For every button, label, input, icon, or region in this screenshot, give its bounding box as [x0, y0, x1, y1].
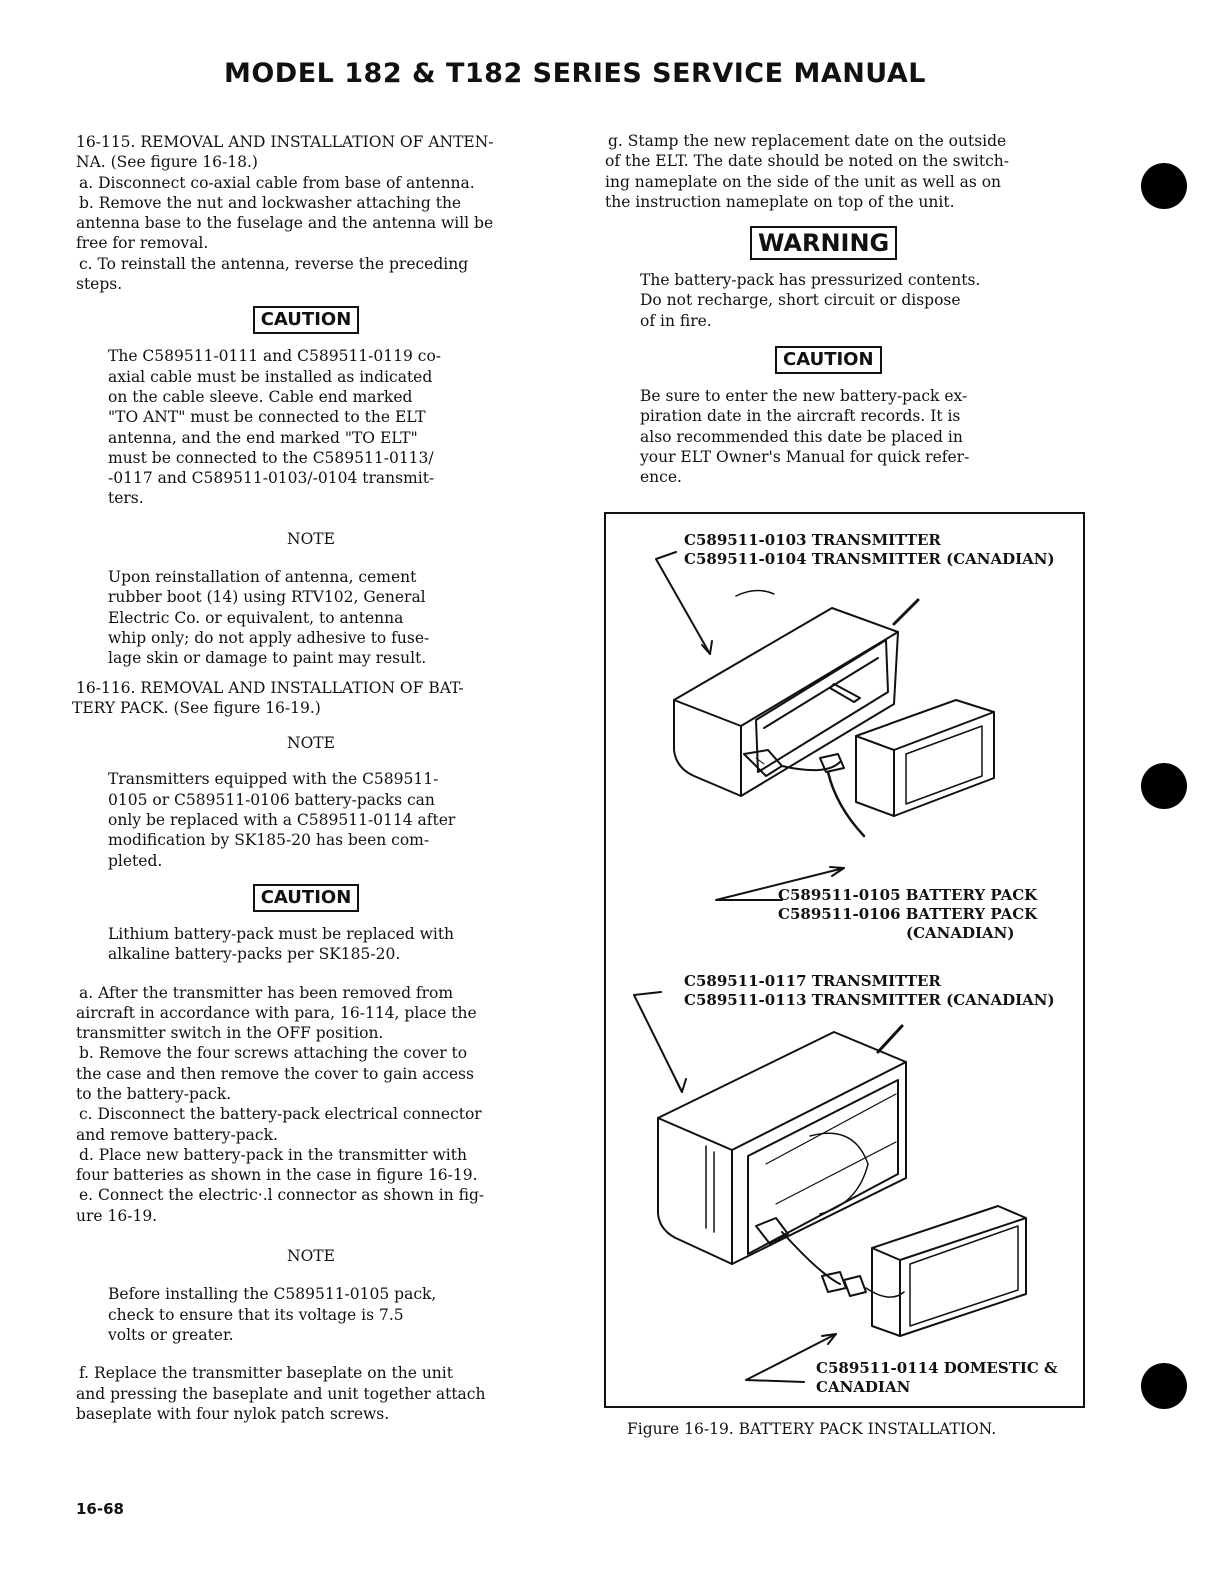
binder-hole — [1141, 763, 1187, 809]
step-c: c. To reinstall the antenna, reverse the preceding — [79, 254, 469, 273]
step-c-cont: steps. — [76, 275, 123, 294]
caution-line: ters. — [108, 489, 144, 508]
label-line: C589511-0103 TRANSMITTER — [684, 531, 941, 549]
step-line: of the ELT. The date should be noted on the switch- — [605, 152, 1009, 171]
note-line: Transmitters equipped with the C589511- — [108, 770, 439, 789]
note-line: Upon reinstallation of antenna, cement — [108, 568, 417, 587]
note-line: pleted. — [108, 851, 163, 870]
step-line: and remove battery-pack. — [76, 1125, 278, 1144]
battery-pack-illustration — [856, 700, 994, 816]
page-title: MODEL 182 & T182 SERIES SERVICE MANUAL — [223, 58, 926, 89]
left-column — [72, 132, 546, 1424]
figure-16-19 — [604, 512, 1085, 1408]
step-line: c. Disconnect the battery-pack electrical connector — [79, 1105, 482, 1124]
step-b-cont2: free for removal. — [76, 234, 209, 253]
step-f — [76, 1363, 546, 1424]
note-line: volts or greater. — [108, 1325, 234, 1344]
step-a: a. Disconnect co-axial cable from base of antenna. — [79, 173, 475, 192]
step-line: e. Connect the electric·.l connector as shown in fig- — [79, 1186, 485, 1205]
label-battery-0114 — [816, 1359, 1058, 1397]
section-16-116-heading: 16-116. REMOVAL AND INSTALLATION OF BAT- — [76, 678, 464, 697]
caution-line: ence. — [640, 468, 682, 487]
step-line: f. Replace the transmitter baseplate on the unit — [79, 1364, 453, 1383]
caution-badge: CAUTION — [775, 346, 882, 374]
step-line: the instruction nameplate on top of the unit. — [605, 192, 955, 211]
step-line: the case and then remove the cover to gain access — [76, 1064, 474, 1083]
note-line: whip only; do not apply adhesive to fuse- — [108, 628, 430, 647]
note-line: check to ensure that its voltage is 7.5 — [108, 1305, 404, 1324]
step-line: four batteries as shown in the case in figure 16-19. — [76, 1166, 478, 1185]
label-line: (CANADIAN) — [906, 924, 1015, 942]
step-line: transmitter switch in the OFF position. — [76, 1024, 384, 1043]
caution-badge: CAUTION — [253, 884, 360, 912]
label-line: C589511-0105 BATTERY PACK — [778, 886, 1038, 904]
note-label: NOTE — [287, 529, 335, 548]
binder-hole — [1141, 163, 1187, 209]
caution-line: The C589511-0111 and C589511-0119 co- — [108, 347, 442, 366]
right-column — [605, 131, 1085, 488]
caution-badge: CAUTION — [253, 306, 360, 334]
caution-line: also recommended this date be placed in — [640, 427, 963, 446]
transmitter-illustration — [674, 590, 918, 796]
note-line: 0105 or C589511-0106 battery-packs can — [108, 790, 435, 809]
caution-line: -0117 and C589511-0103/-0104 transmit- — [108, 469, 435, 488]
section-16-116-heading-cont: TERY PACK. (See figure 16-19.) — [72, 698, 321, 717]
figure-caption: Figure 16-19. BATTERY PACK INSTALLATION. — [627, 1420, 997, 1438]
step-line: ing nameplate on the side of the unit as well as on — [605, 172, 1002, 191]
arrow-head — [676, 1079, 686, 1092]
label-line: C589511-0104 TRANSMITTER (CANADIAN) — [684, 550, 1055, 568]
page-number: 16-68 — [76, 1500, 124, 1518]
transmitter-illustration — [658, 1026, 906, 1264]
caution-line: Be sure to enter the new battery-pack ex- — [640, 387, 968, 406]
note-line: rubber boot (14) using RTV102, General — [108, 588, 426, 607]
warning-badge: WARNING — [750, 226, 897, 260]
binder-hole — [1141, 1363, 1187, 1409]
warning-line: The battery-pack has pressurized contents. — [640, 271, 981, 290]
caution-line: alkaline battery-packs per SK185-20. — [108, 945, 401, 964]
step-line: and pressing the baseplate and unit together attach — [76, 1384, 486, 1403]
caution-text — [605, 386, 1085, 487]
note-text — [76, 769, 546, 870]
step-line: baseplate with four nylok patch screws. — [76, 1404, 390, 1423]
label-line: C589511-0114 DOMESTIC & — [816, 1359, 1058, 1377]
step-g — [605, 131, 1085, 212]
figure-illustration — [606, 514, 1083, 1406]
step-line: d. Place new battery-pack in the transmitter with — [79, 1145, 467, 1164]
caution-line: Lithium battery-pack must be replaced with — [108, 924, 455, 943]
caution-text — [76, 924, 546, 965]
caution-line: on the cable sleeve. Cable end marked — [108, 387, 413, 406]
note-text — [76, 1284, 546, 1345]
note-text — [76, 567, 546, 668]
note-line: Electric Co. or equivalent, to antenna — [108, 608, 404, 627]
note-label: NOTE — [287, 1247, 335, 1266]
caution-line: "TO ANT" must be connected to the ELT — [108, 408, 426, 427]
note-line: only be replaced with a C589511-0114 after — [108, 811, 456, 830]
section-16-115-heading: 16-115. REMOVAL AND INSTALLATION OF ANTEN- — [76, 133, 494, 151]
note-line: Before installing the C589511-0105 pack, — [108, 1285, 437, 1304]
label-line: C589511-0106 BATTERY PACK — [778, 905, 1038, 923]
label-transmitter-0103 — [684, 531, 1055, 569]
step-line: a. After the transmitter has been removed from — [79, 983, 454, 1002]
step-b: b. Remove the nut and lockwasher attaching the — [79, 193, 462, 212]
step-line: aircraft in accordance with para, 16-114, place the — [76, 1003, 477, 1022]
battery-pack-illustration — [866, 1206, 1026, 1336]
step-b-cont: antenna base to the fuselage and the antenna will be — [76, 214, 494, 233]
label-line: CANADIAN — [816, 1378, 911, 1396]
step-line: g. Stamp the new replacement date on the outside — [608, 132, 1007, 150]
note-label: NOTE — [287, 734, 335, 753]
label-line: C589511-0117 TRANSMITTER — [684, 972, 941, 990]
section-16-115-heading-cont: NA. (See figure 16-18.) — [76, 153, 258, 172]
warning-line: of in fire. — [640, 311, 712, 330]
caution-text — [76, 346, 546, 508]
label-line: C589511-0113 TRANSMITTER (CANADIAN) — [684, 991, 1055, 1009]
step-line: ure 16-19. — [76, 1206, 158, 1225]
step-line: to the battery-pack. — [76, 1084, 232, 1103]
caution-line: antenna, and the end marked "TO ELT" — [108, 428, 418, 447]
caution-line: piration date in the aircraft records. It is — [640, 407, 961, 426]
leader-line — [634, 992, 682, 1092]
step-line: b. Remove the four screws attaching the cover to — [79, 1044, 468, 1063]
note-line: modification by SK185-20 has been com- — [108, 831, 430, 850]
warning-text — [605, 270, 1085, 331]
note-line: lage skin or damage to paint may result. — [108, 649, 427, 668]
warning-line: Do not recharge, short circuit or dispose — [640, 291, 961, 310]
caution-line: axial cable must be installed as indicated — [108, 367, 433, 386]
caution-line: your ELT Owner's Manual for quick refer- — [640, 447, 970, 466]
label-transmitter-0117 — [684, 972, 1055, 1010]
caution-line: must be connected to the C589511-0113/ — [108, 448, 434, 467]
label-battery-0105 — [778, 886, 1037, 943]
removal-steps — [76, 983, 546, 1227]
